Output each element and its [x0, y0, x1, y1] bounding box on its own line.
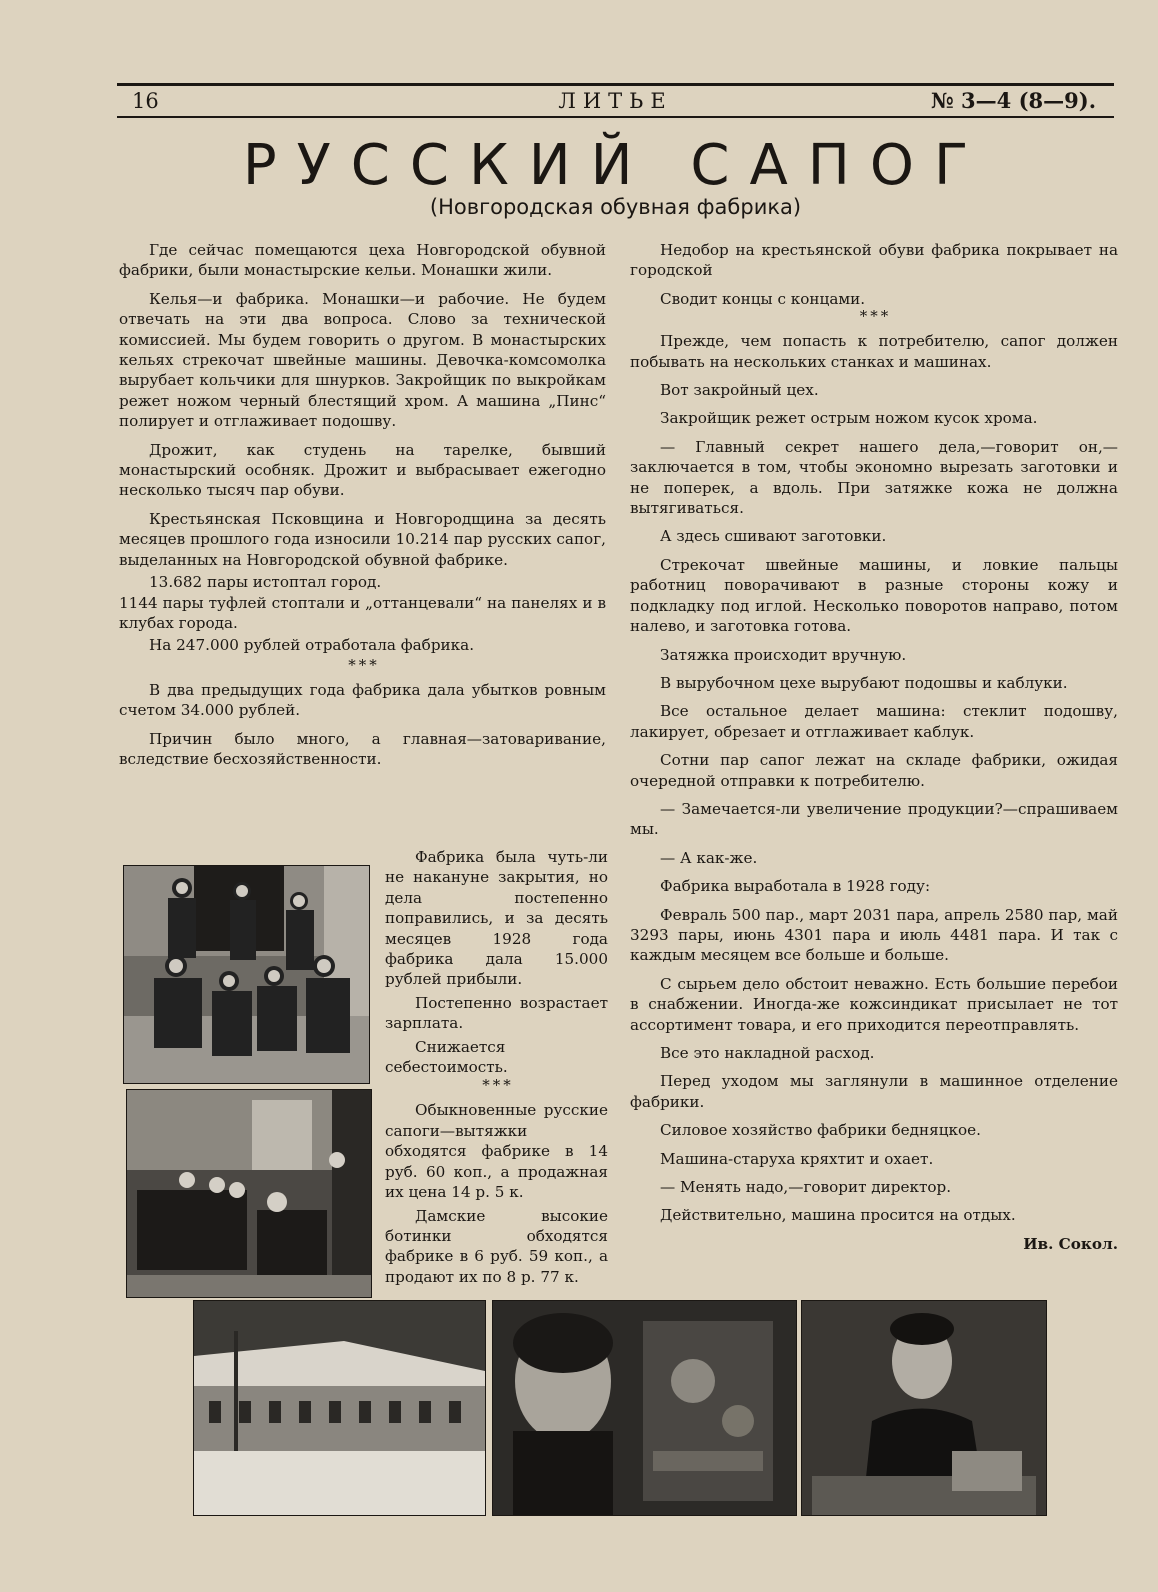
- paragraph: Постепенно возрастает зарплата.: [385, 993, 608, 1033]
- paragraph: Перед уходом мы заглянули в машинное отделение фабрики.: [630, 1072, 1118, 1111]
- right-column: [630, 240, 1118, 1262]
- paragraph: Сотни пар сапог лежат на складе фабрики, ожидая очередной отправки к потребителю.: [630, 751, 1118, 790]
- paragraph: Где сейчас помещаются цеха Новгородской обувной фабрики, были монастырские кельи. Монашки жили.: [119, 241, 606, 280]
- paragraph: А здесь сшивают заготовки.: [660, 527, 887, 546]
- paragraph: Недобор на крестьянской обуви фабрика покрывает на городской: [630, 241, 1118, 280]
- paragraph: Закройщик режет острым ножом кусок хрома.: [660, 409, 1038, 428]
- article-subtitle: (Новгородская обувная фабрика): [429, 195, 802, 219]
- director-portrait-photo: [801, 1300, 1047, 1516]
- article-title: РУССКИЙ САПОГ: [242, 133, 989, 198]
- paragraph: Все остальное делает машина: стеклит подошву, лакирует, обрезает и отглаживает каблук.: [630, 702, 1118, 741]
- paragraph: — Менять надо,—говорит директор.: [660, 1178, 952, 1197]
- paragraph: Все это накладной расход.: [660, 1044, 875, 1062]
- paragraph: Фабрика была чуть-ли не накануне закрытия, но дела постепенно поправились, и за десять месяцев 1928 года фабрика дала 15.000 рублей прибыли.: [385, 848, 608, 989]
- paragraph: 13.682 пары истоптал город.: [149, 573, 382, 592]
- paragraph: — А как-же.: [660, 848, 758, 867]
- paragraph: Крестьянская Псковщина и Новгородщина за десять месяцев прошлого года износили 10.214 пар русских сапог, выделанных на Новгородской обувной фабрике.: [119, 509, 606, 569]
- paragraph: Февраль 500 пар., март 2031 пара, апрель 2580 пар, май 3293 пары, июнь 4301 пара и июль 4481 пара. И так с каждым месяцем все больше и больше.: [630, 905, 1118, 965]
- paragraph: Вот закройный цех.: [660, 381, 819, 400]
- issue-number: № 3—4 (8—9).: [930, 88, 1096, 113]
- paragraph: Дамские высокие ботинки обходятся фабрике в 6 руб. 59 коп., а продают их по 8 р. 77 к.: [385, 1206, 608, 1286]
- paragraph: — Замечается-ли увеличение продукции?—спрашиваем мы.: [630, 799, 1118, 839]
- paragraph: Прежде, чем попасть к потребителю, сапог должен побывать на нескольких станках и машинах.: [630, 332, 1118, 371]
- paragraph: Причин было много, а главная—затоваривание, вследствие бесхозяйственности.: [119, 729, 606, 768]
- workshop-photo: [126, 1089, 372, 1298]
- paragraph: Действительно, машина просится на отдых.: [660, 1206, 1016, 1225]
- paragraph: С сырьем дело обстоит неважно. Есть большие перебои в снабжении. Иногда-же кожсиндикат присылает не тот ассортимент товара, и его приходится переотправлять.: [630, 974, 1118, 1034]
- paragraph: — Главный секрет нашего дела,—говорит он,— заключается в том, чтобы экономно вырезать заготовки и не поперек, а вдоль. При затяжке кожа не должна вытягиваться.: [630, 437, 1118, 518]
- worker-at-machine-photo: [492, 1300, 797, 1516]
- section-separator: * * *: [482, 1076, 511, 1095]
- paragraph: Келья—и фабрика. Монашки—и рабочие. Не будем отвечать на эти два вопроса. Слово за технической комиссией. Мы будем говорить о другом. В монастырских кельях стрекочат швейные машины. Девочка-комсомолка вырубает кольчики для шнурков. Закройщик по выкройкам режет ножом черный блестящий хром. А машина „Пинс“ полирует и отглаживает подошву.: [119, 289, 606, 431]
- header-top-rule: [117, 83, 1114, 86]
- paragraph: Обыкновенные русские сапоги—вытяжки обходятся фабрике в 14 руб. 60 коп., а продажная их цена 14 р. 5 к.: [385, 1101, 608, 1202]
- paragraph: На 247.000 рублей отработала фабрика.: [149, 636, 475, 655]
- paragraph: В вырубочном цехе вырубают подошвы и каблуки.: [660, 673, 1068, 692]
- workers-group-photo: [123, 865, 370, 1084]
- paragraph: Снижается себестоимость.: [385, 1037, 508, 1077]
- article-author: Ив. Сокол.: [1023, 1234, 1118, 1253]
- section-separator: * * *: [348, 655, 377, 674]
- magazine-title: ЛИТЬЕ: [558, 89, 673, 113]
- factory-building-photo: [193, 1300, 486, 1516]
- narrow-column: [385, 847, 608, 1287]
- left-column: [119, 240, 606, 777]
- paragraph: Затяжка происходит вручную.: [660, 645, 907, 664]
- section-separator: * * *: [859, 307, 889, 326]
- paragraph: В два предыдущих года фабрика дала убытков ровным счетом 34.000 рублей.: [119, 680, 606, 720]
- paragraph: Силовое хозяйство фабрики бедняцкое.: [660, 1121, 981, 1140]
- paragraph: Фабрика выработала в 1928 году:: [660, 877, 931, 896]
- paragraph: Стрекочат швейные машины, и ловкие пальцы работниц поворачивают в разные стороны кожу и подкладку под иглой. Несколько поворотов направо, потом налево, и заготовка готова.: [630, 555, 1118, 636]
- paragraph: Сводит концы с концами.: [660, 289, 866, 308]
- paragraph: 1144 пары туфлей стоптали и „оттанцевали“ на панелях и в клубах города.: [119, 593, 606, 632]
- page-number: 16: [132, 89, 159, 113]
- header-bottom-rule: [117, 116, 1114, 118]
- paragraph: Машина-старуха кряхтит и охает.: [660, 1149, 934, 1168]
- paragraph: Дрожит, как студень на тарелке, бывший монастырский особняк. Дрожит и выбрасывает ежегодно несколько тысяч пар обуви.: [119, 440, 606, 500]
